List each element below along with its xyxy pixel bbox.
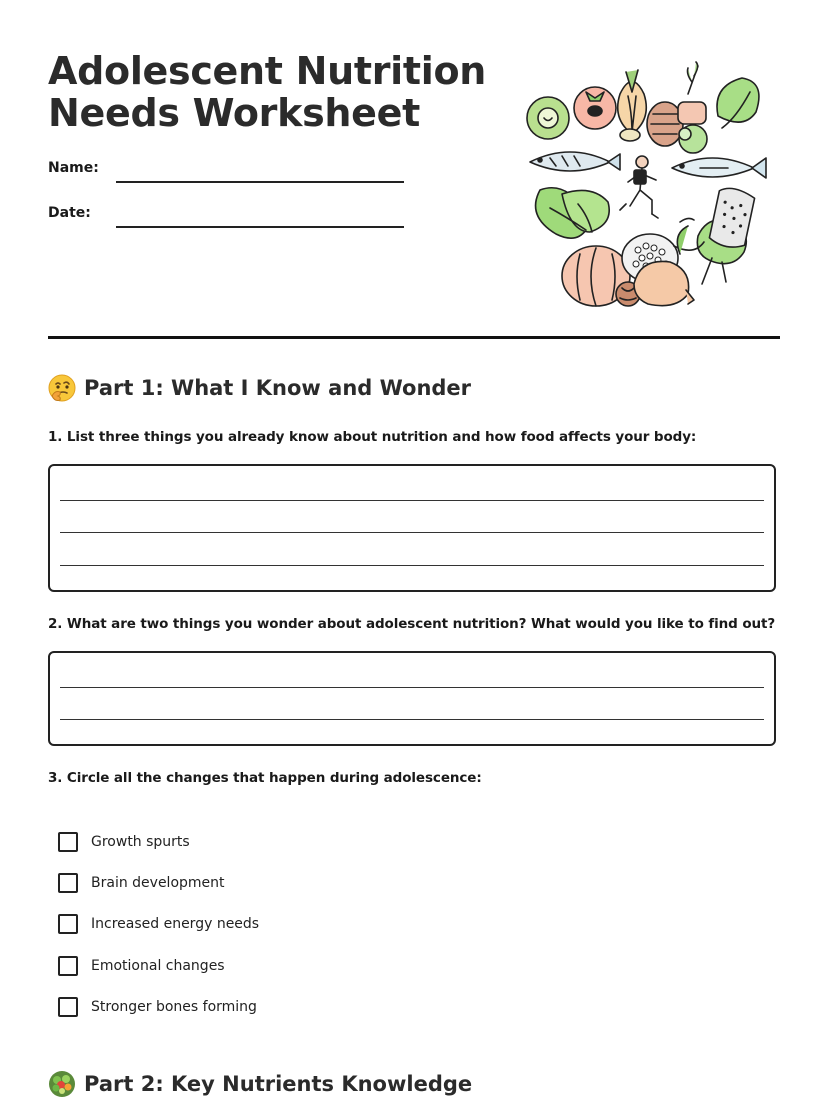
thinking-face-icon [48, 374, 76, 402]
option-label: Emotional changes [91, 958, 225, 974]
question-2: 2. What are two things you wonder about adolescent nutrition? What would you like to find out? [48, 616, 776, 632]
option-brain-development[interactable] [58, 873, 225, 893]
option-stronger-bones-forming[interactable] [58, 997, 257, 1017]
option-label: Increased energy needs [91, 916, 260, 932]
option-increased-energy-needs[interactable] [58, 914, 259, 934]
option-label: Brain development [91, 875, 225, 891]
part-1-heading [48, 374, 471, 402]
salad-bowl-icon [48, 1070, 76, 1098]
option-emotional-changes[interactable] [58, 956, 225, 976]
answer-line [60, 532, 764, 533]
part-2-title: Part 2: Key Nutrients Knowledge [84, 1072, 473, 1096]
answer-box-q2[interactable] [48, 651, 776, 746]
answer-line [60, 565, 764, 566]
title-line-1: Adolescent Nutrition [48, 49, 487, 93]
title-line-2: Needs Worksheet [48, 91, 420, 135]
answer-box-q1[interactable] [48, 464, 776, 592]
answer-line [60, 500, 764, 501]
option-label: Stronger bones forming [91, 999, 257, 1015]
checkbox[interactable] [58, 832, 78, 852]
part-1-title: Part 1: What I Know and Wonder [84, 376, 472, 400]
question-3: 3. Circle all the changes that happen during adolescence: [48, 770, 482, 786]
name-label: Name: [48, 160, 99, 176]
checkbox[interactable] [58, 956, 78, 976]
date-label: Date: [48, 205, 91, 221]
name-field[interactable] [116, 181, 404, 183]
fruits-vegetables-runner-illustration [522, 58, 772, 310]
worksheet-title [48, 50, 498, 134]
checkbox[interactable] [58, 914, 78, 934]
checkbox[interactable] [58, 997, 78, 1017]
header-divider [48, 336, 780, 339]
answer-line [60, 687, 764, 688]
question-1: 1. List three things you already know about nutrition and how food affects your body: [48, 429, 697, 445]
option-label: Growth spurts [91, 834, 190, 850]
answer-line [60, 719, 764, 720]
checkbox[interactable] [58, 873, 78, 893]
part-2-heading [48, 1070, 472, 1098]
option-growth-spurts[interactable] [58, 832, 190, 852]
date-field[interactable] [116, 226, 404, 228]
